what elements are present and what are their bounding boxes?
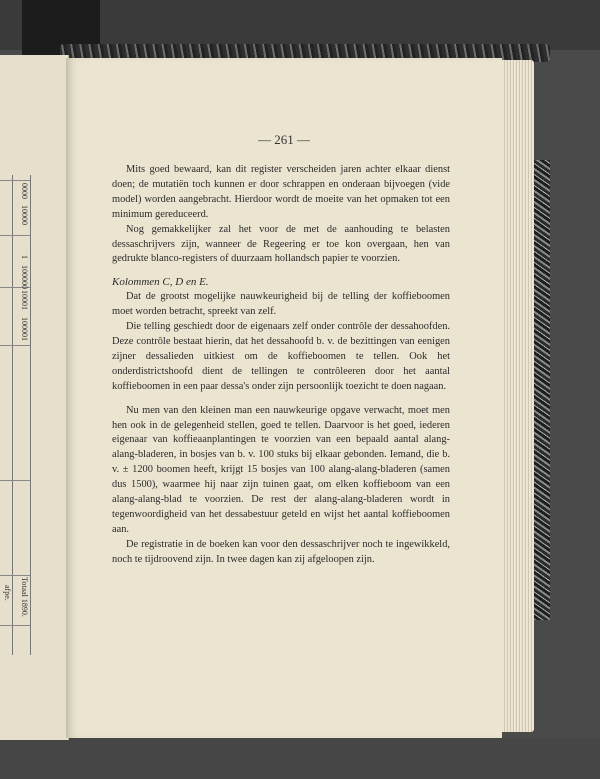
- table-rule: [12, 175, 13, 655]
- page-stack-edge: [500, 60, 534, 732]
- paragraph: Dat de grootst mogelijke nauwkeurigheid bij de telling der koffieboomen moet worden betracht, spreekt van zelf.: [112, 291, 450, 318]
- left-column-label: 1: [20, 255, 29, 259]
- body-text: [112, 163, 450, 568]
- left-column-label: 10001: [20, 290, 29, 310]
- table-rule: [0, 180, 30, 181]
- paragraph: Nu men van den kleinen man een nauwkeurige opgave verwacht, moet men hen ook in de gelegenheid stellen, goed te tellen. Daarvoor is het goed, iederen eigenaar van koffieaanplantingen te voorzien van een bepaald aantal alang-alang-bladeren, in bosjes van b. v. 100 stuks bij elkaar gebonden. Iemand, die b. v. ± 1200 boomen heeft, krijgt 15 bosjes van 100 alang-alang-bladeren (samen dus 1500), waarmee hij naar zijn tuinen gaat, om elken koffieboom van een alang-alang-blad te voorzien. De rest der alang-alang-bladeren wordt in tegenwoordigheid van het dessabestuur geteld en wijst het aantal koffieboomen aan.: [112, 404, 450, 535]
- left-column-label: 100000: [20, 265, 29, 289]
- section-heading: Kolommen C, D en E.: [112, 276, 209, 289]
- table-rule: [0, 345, 30, 346]
- left-partial-word: afpe.: [3, 585, 12, 601]
- paragraph: Mits goed bewaard, kan dit register verscheiden jaren achter elkaar dienst doen; de mutatiën toch kunnen er door schrappen en onderaan bijvoegen (vide model) worden aangebracht. Hierdoor wordt de moeite van het opmaken tot een minimum gereduceerd.: [112, 164, 450, 220]
- left-column-label: Totaal 1890.: [20, 577, 29, 617]
- table-rule: [0, 235, 30, 236]
- table-rule: [30, 175, 31, 655]
- table-rule: [0, 480, 30, 481]
- left-column-label: 100001: [20, 317, 29, 341]
- background-bottom: [0, 738, 600, 779]
- main-page: [66, 58, 502, 738]
- paragraph: De registratie in de boeken kan voor den dessaschrijver noch te ingewikkeld, noch te tijdroovend zijn. In twee dagen kan zij afgeloopen zijn.: [112, 538, 450, 565]
- paragraph: Nog gemakkelijker zal het voor de met de aanhouding te belasten dessaschrijvers zijn, wanneer de Regeering er toe kon overgaan, hen van gedrukte blanco-registers of duurzaam hollandsch papier te voorzien.: [112, 223, 450, 265]
- table-rule: [0, 575, 30, 576]
- paragraph: Die telling geschiedt door de eigenaars zelf onder contrôle der dessahoofden. Deze contrôle bestaat hierin, dat het dessahoofd b. v. de bezittingen van eenigen zijner dessalieden uitkiest om de koffieboomen te tellen. Ook het onderdistrictshoofd dient de tellingen te contrôleeren door het aantal koffieboomen in een paar dessa's onder zijn persoonlijk toezicht te doen nagaan.: [112, 321, 450, 392]
- left-facing-page: [0, 55, 69, 740]
- left-column-label: 10000: [20, 205, 29, 225]
- page-number: — 261 —: [258, 132, 310, 147]
- paragraph-gap: [112, 395, 450, 404]
- left-column-label: 0000: [20, 183, 29, 199]
- table-rule: [0, 625, 30, 626]
